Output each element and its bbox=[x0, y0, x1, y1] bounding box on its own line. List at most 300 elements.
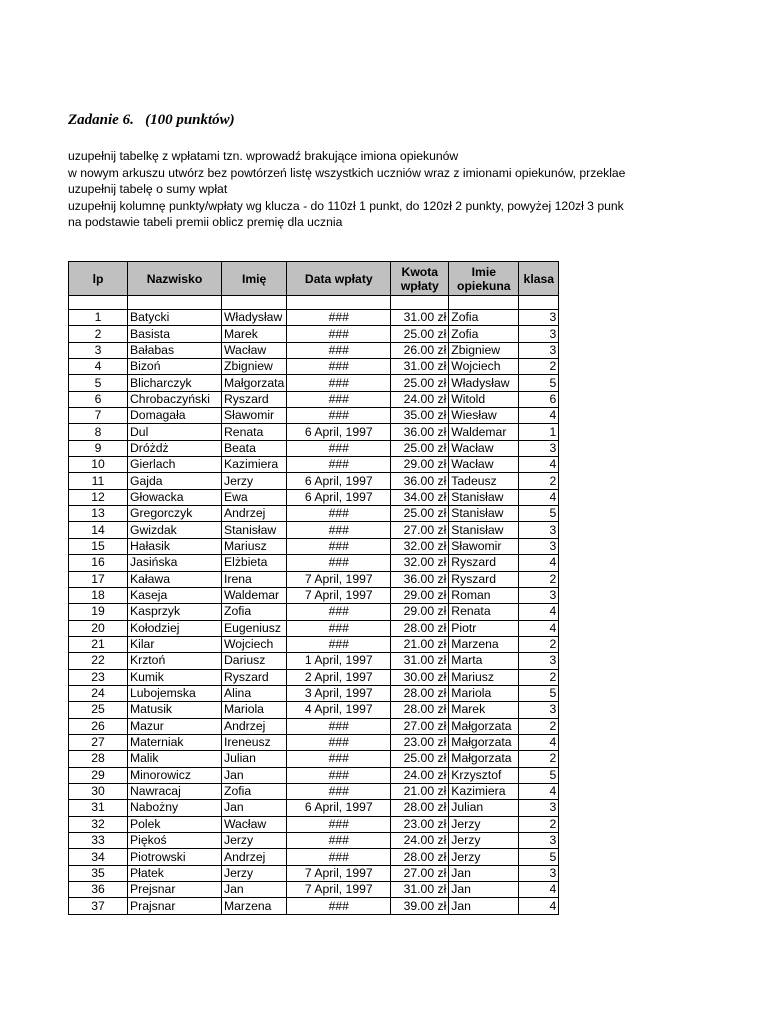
cell-imie: Marzena bbox=[222, 898, 287, 914]
cell-opiekun: Zofia bbox=[449, 326, 519, 342]
table-row bbox=[69, 587, 559, 603]
cell-klasa: 2 bbox=[519, 718, 559, 734]
cell-lp: 18 bbox=[69, 587, 128, 603]
cell-data-wplaty: ### bbox=[287, 718, 391, 734]
table-row bbox=[69, 440, 559, 456]
cell-kwota: 25.00 zł bbox=[391, 440, 449, 456]
cell-lp: 9 bbox=[69, 440, 128, 456]
table-row bbox=[69, 391, 559, 407]
cell-lp: 32 bbox=[69, 816, 128, 832]
cell-imie: Julian bbox=[222, 751, 287, 767]
cell-imie: Zbigniew bbox=[222, 359, 287, 375]
cell-kwota: 36.00 zł bbox=[391, 424, 449, 440]
cell-data-wplaty: ### bbox=[287, 538, 391, 554]
cell-klasa: 5 bbox=[519, 685, 559, 701]
cell-lp: 37 bbox=[69, 898, 128, 914]
cell-data-wplaty: ### bbox=[287, 849, 391, 865]
cell-imie: Kazimiera bbox=[222, 457, 287, 473]
table-row bbox=[69, 522, 559, 538]
cell-kwota: 39.00 zł bbox=[391, 898, 449, 914]
cell-lp: 29 bbox=[69, 767, 128, 783]
cell-klasa: 4 bbox=[519, 882, 559, 898]
cell-imie: Andrzej bbox=[222, 506, 287, 522]
cell-lp: 6 bbox=[69, 391, 128, 407]
cell-lp: 30 bbox=[69, 783, 128, 799]
cell-kwota: 28.00 zł bbox=[391, 685, 449, 701]
cell-kwota: 24.00 zł bbox=[391, 767, 449, 783]
cell-lp: 27 bbox=[69, 734, 128, 750]
cell-klasa: 6 bbox=[519, 391, 559, 407]
table-row bbox=[69, 636, 559, 652]
cell-opiekun: Marzena bbox=[449, 636, 519, 652]
cell-nazwisko: Batycki bbox=[128, 310, 222, 326]
cell-nazwisko: Basista bbox=[128, 326, 222, 342]
cell-opiekun: Ryszard bbox=[449, 571, 519, 587]
cell-opiekun: Jan bbox=[449, 898, 519, 914]
cell-data-wplaty: ### bbox=[287, 408, 391, 424]
cell-lp: 8 bbox=[69, 424, 128, 440]
cell-data-wplaty: ### bbox=[287, 375, 391, 391]
cell-lp: 28 bbox=[69, 751, 128, 767]
cell-kwota: 24.00 zł bbox=[391, 833, 449, 849]
cell-kwota: 31.00 zł bbox=[391, 653, 449, 669]
cell-nazwisko: Matusik bbox=[128, 702, 222, 718]
cell-klasa: 3 bbox=[519, 440, 559, 456]
cell-imie: Renata bbox=[222, 424, 287, 440]
cell-nazwisko: Domagała bbox=[128, 408, 222, 424]
cell-opiekun: Stanisław bbox=[449, 522, 519, 538]
cell-kwota: 30.00 zł bbox=[391, 669, 449, 685]
instruction-line: uzupełnij tabelkę z wpłatami tzn. wprowadź brakujące imiona opiekunów bbox=[68, 149, 459, 163]
cell-opiekun: Małgorzata bbox=[449, 734, 519, 750]
cell-klasa: 4 bbox=[519, 489, 559, 505]
cell-data-wplaty: ### bbox=[287, 310, 391, 326]
table-row bbox=[69, 489, 559, 505]
cell-kwota: 28.00 zł bbox=[391, 702, 449, 718]
cell-lp: 13 bbox=[69, 506, 128, 522]
cell-kwota: 21.00 zł bbox=[391, 636, 449, 652]
cell-kwota: 25.00 zł bbox=[391, 375, 449, 391]
cell-nazwisko: Kaława bbox=[128, 571, 222, 587]
cell-klasa: 3 bbox=[519, 310, 559, 326]
table-header-row bbox=[69, 262, 559, 296]
cell-imie: Beata bbox=[222, 440, 287, 456]
cell-imie: Jerzy bbox=[222, 833, 287, 849]
cell-data-wplaty: ### bbox=[287, 391, 391, 407]
cell-nazwisko: Bizoń bbox=[128, 359, 222, 375]
header-klasa: klasa bbox=[519, 262, 559, 296]
table-row bbox=[69, 767, 559, 783]
cell-kwota: 31.00 zł bbox=[391, 310, 449, 326]
table-row bbox=[69, 783, 559, 799]
cell-klasa: 4 bbox=[519, 898, 559, 914]
cell-imie: Stanisław bbox=[222, 522, 287, 538]
cell-imie: Marek bbox=[222, 326, 287, 342]
table-row bbox=[69, 571, 559, 587]
cell-opiekun: Zbigniew bbox=[449, 342, 519, 358]
cell-lp: 10 bbox=[69, 457, 128, 473]
table-row bbox=[69, 751, 559, 767]
cell-klasa: 3 bbox=[519, 538, 559, 554]
cell-lp: 12 bbox=[69, 489, 128, 505]
cell-imie: Elżbieta bbox=[222, 555, 287, 571]
cell-nazwisko: Kumik bbox=[128, 669, 222, 685]
cell-data-wplaty: 6 April, 1997 bbox=[287, 489, 391, 505]
cell-lp: 4 bbox=[69, 359, 128, 375]
cell-opiekun: Waldemar bbox=[449, 424, 519, 440]
cell-imie: Eugeniusz bbox=[222, 620, 287, 636]
cell-opiekun: Wacław bbox=[449, 457, 519, 473]
instruction-line: uzupełnij tabelę o sumy wpłat bbox=[68, 182, 228, 197]
table-body bbox=[69, 296, 559, 915]
cell-kwota: 27.00 zł bbox=[391, 522, 449, 538]
cell-data-wplaty: ### bbox=[287, 816, 391, 832]
cell-imie: Sławomir bbox=[222, 408, 287, 424]
cell-nazwisko: Kaseja bbox=[128, 587, 222, 603]
cell-opiekun: Marta bbox=[449, 653, 519, 669]
table-row bbox=[69, 849, 559, 865]
cell-nazwisko: Nabożny bbox=[128, 800, 222, 816]
cell-imie: Małgorzata bbox=[222, 375, 287, 391]
table-row bbox=[69, 833, 559, 849]
cell-imie: Wacław bbox=[222, 816, 287, 832]
cell-klasa: 2 bbox=[519, 473, 559, 489]
header-opiekun-line2: opiekuna bbox=[457, 278, 511, 293]
cell-klasa: 5 bbox=[519, 506, 559, 522]
cell-nazwisko: Prejsnar bbox=[128, 882, 222, 898]
cell-imie: Mariusz bbox=[222, 538, 287, 554]
cell-klasa: 4 bbox=[519, 620, 559, 636]
cell-opiekun: Mariola bbox=[449, 685, 519, 701]
header-kwota-wplaty bbox=[391, 262, 449, 296]
cell-data-wplaty: ### bbox=[287, 555, 391, 571]
cell-lp: 22 bbox=[69, 653, 128, 669]
table-row bbox=[69, 457, 559, 473]
cell-nazwisko: Gierlach bbox=[128, 457, 222, 473]
table-row bbox=[69, 685, 559, 701]
table-row bbox=[69, 424, 559, 440]
table-row bbox=[69, 898, 559, 914]
header-data-wplaty: Data wpłaty bbox=[287, 262, 391, 296]
cell-opiekun: Mariusz bbox=[449, 669, 519, 685]
cell-kwota: 27.00 zł bbox=[391, 718, 449, 734]
cell-nazwisko: Blicharczyk bbox=[128, 375, 222, 391]
cell-kwota: 23.00 zł bbox=[391, 734, 449, 750]
table-row bbox=[69, 865, 559, 881]
table-row bbox=[69, 718, 559, 734]
cell-kwota: 31.00 zł bbox=[391, 359, 449, 375]
instructions bbox=[68, 148, 642, 231]
cell-data-wplaty: ### bbox=[287, 783, 391, 799]
cell-nazwisko: Dróżdż bbox=[128, 440, 222, 456]
cell-kwota: 28.00 zł bbox=[391, 620, 449, 636]
cell-kwota: 35.00 zł bbox=[391, 408, 449, 424]
header-imie: Imię bbox=[222, 262, 287, 296]
cell-opiekun: Stanisław bbox=[449, 489, 519, 505]
cell-lp: 11 bbox=[69, 473, 128, 489]
cell-klasa: 4 bbox=[519, 734, 559, 750]
cell-data-wplaty: 3 April, 1997 bbox=[287, 685, 391, 701]
cell-klasa: 5 bbox=[519, 767, 559, 783]
cell-nazwisko: Lubojemska bbox=[128, 685, 222, 701]
cell-klasa: 2 bbox=[519, 636, 559, 652]
cell-nazwisko: Mazur bbox=[128, 718, 222, 734]
table-row bbox=[69, 653, 559, 669]
cell-kwota: 29.00 zł bbox=[391, 587, 449, 603]
cell-imie: Mariola bbox=[222, 702, 287, 718]
cell-klasa: 2 bbox=[519, 816, 559, 832]
cell-lp: 14 bbox=[69, 522, 128, 538]
cell-imie: Dariusz bbox=[222, 653, 287, 669]
cell-kwota: 36.00 zł bbox=[391, 473, 449, 489]
cell-opiekun: Stanisław bbox=[449, 506, 519, 522]
cell-klasa: 3 bbox=[519, 326, 559, 342]
cell-imie: Wojciech bbox=[222, 636, 287, 652]
cell-data-wplaty: ### bbox=[287, 326, 391, 342]
cell-data-wplaty: ### bbox=[287, 342, 391, 358]
cell-klasa: 3 bbox=[519, 800, 559, 816]
cell-lp: 23 bbox=[69, 669, 128, 685]
cell-data-wplaty: ### bbox=[287, 833, 391, 849]
cell-lp: 7 bbox=[69, 408, 128, 424]
cell-nazwisko: Kołodziej bbox=[128, 620, 222, 636]
cell-data-wplaty: ### bbox=[287, 734, 391, 750]
cell-opiekun: Jerzy bbox=[449, 816, 519, 832]
cell-data-wplaty: ### bbox=[287, 522, 391, 538]
cell-kwota: 34.00 zł bbox=[391, 489, 449, 505]
cell-klasa: 4 bbox=[519, 555, 559, 571]
table-row bbox=[69, 800, 559, 816]
cell-klasa: 4 bbox=[519, 408, 559, 424]
cell-opiekun: Jerzy bbox=[449, 849, 519, 865]
cell-nazwisko: Piotrowski bbox=[128, 849, 222, 865]
header-nazwisko: Nazwisko bbox=[128, 262, 222, 296]
cell-opiekun: Piotr bbox=[449, 620, 519, 636]
cell-nazwisko: Materniak bbox=[128, 734, 222, 750]
table-row bbox=[69, 375, 559, 391]
cell-kwota: 36.00 zł bbox=[391, 571, 449, 587]
table-row bbox=[69, 882, 559, 898]
cell-imie: Ireneusz bbox=[222, 734, 287, 750]
cell-kwota: 21.00 zł bbox=[391, 783, 449, 799]
cell-data-wplaty: ### bbox=[287, 440, 391, 456]
payments-table bbox=[68, 261, 559, 915]
cell-nazwisko: Gwizdak bbox=[128, 522, 222, 538]
cell-opiekun: Roman bbox=[449, 587, 519, 603]
cell-data-wplaty: ### bbox=[287, 620, 391, 636]
cell-klasa: 4 bbox=[519, 783, 559, 799]
cell-opiekun: Wojciech bbox=[449, 359, 519, 375]
cell-imie: Zofia bbox=[222, 604, 287, 620]
cell-lp: 17 bbox=[69, 571, 128, 587]
cell-data-wplaty: 7 April, 1997 bbox=[287, 587, 391, 603]
cell-data-wplaty: 6 April, 1997 bbox=[287, 473, 391, 489]
cell-kwota: 26.00 zł bbox=[391, 342, 449, 358]
cell-data-wplaty: ### bbox=[287, 359, 391, 375]
cell-nazwisko: Nawracaj bbox=[128, 783, 222, 799]
header-opiekun-line1: Imie bbox=[471, 264, 496, 279]
header-lp: lp bbox=[69, 262, 128, 296]
cell-opiekun: Małgorzata bbox=[449, 718, 519, 734]
cell-lp: 34 bbox=[69, 849, 128, 865]
cell-kwota: 28.00 zł bbox=[391, 849, 449, 865]
cell-opiekun: Jan bbox=[449, 882, 519, 898]
cell-imie: Jan bbox=[222, 882, 287, 898]
cell-kwota: 23.00 zł bbox=[391, 816, 449, 832]
cell-klasa: 3 bbox=[519, 587, 559, 603]
cell-kwota: 25.00 zł bbox=[391, 751, 449, 767]
cell-imie: Jerzy bbox=[222, 865, 287, 881]
table-row bbox=[69, 620, 559, 636]
table-row bbox=[69, 604, 559, 620]
cell-kwota: 29.00 zł bbox=[391, 457, 449, 473]
table-row bbox=[69, 669, 559, 685]
cell-imie: Waldemar bbox=[222, 587, 287, 603]
cell-imie: Ewa bbox=[222, 489, 287, 505]
cell-lp: 20 bbox=[69, 620, 128, 636]
cell-lp: 35 bbox=[69, 865, 128, 881]
cell-lp: 21 bbox=[69, 636, 128, 652]
table-row bbox=[69, 473, 559, 489]
cell-nazwisko: Chrobaczyński bbox=[128, 391, 222, 407]
cell-klasa: 1 bbox=[519, 424, 559, 440]
cell-klasa: 3 bbox=[519, 342, 559, 358]
cell-nazwisko: Piękoś bbox=[128, 833, 222, 849]
cell-klasa: 2 bbox=[519, 571, 559, 587]
cell-nazwisko: Jasińska bbox=[128, 555, 222, 571]
cell-data-wplaty: 6 April, 1997 bbox=[287, 424, 391, 440]
cell-nazwisko: Gajda bbox=[128, 473, 222, 489]
cell-opiekun: Małgorzata bbox=[449, 751, 519, 767]
cell-imie: Zofia bbox=[222, 783, 287, 799]
cell-opiekun: Krzysztof bbox=[449, 767, 519, 783]
cell-opiekun: Zofia bbox=[449, 310, 519, 326]
cell-nazwisko: Malik bbox=[128, 751, 222, 767]
cell-kwota: 32.00 zł bbox=[391, 555, 449, 571]
cell-lp: 36 bbox=[69, 882, 128, 898]
cell-nazwisko: Głowacka bbox=[128, 489, 222, 505]
cell-kwota: 25.00 zł bbox=[391, 326, 449, 342]
cell-data-wplaty: 7 April, 1997 bbox=[287, 882, 391, 898]
cell-opiekun: Renata bbox=[449, 604, 519, 620]
cell-kwota: 28.00 zł bbox=[391, 800, 449, 816]
cell-data-wplaty: 6 April, 1997 bbox=[287, 800, 391, 816]
cell-data-wplaty: ### bbox=[287, 457, 391, 473]
cell-klasa: 2 bbox=[519, 751, 559, 767]
cell-data-wplaty: ### bbox=[287, 898, 391, 914]
spacer-row bbox=[69, 296, 559, 310]
cell-nazwisko: Krztoń bbox=[128, 653, 222, 669]
cell-klasa: 3 bbox=[519, 522, 559, 538]
cell-klasa: 5 bbox=[519, 375, 559, 391]
cell-lp: 3 bbox=[69, 342, 128, 358]
cell-nazwisko: Hałasik bbox=[128, 538, 222, 554]
table-row bbox=[69, 734, 559, 750]
cell-opiekun: Marek bbox=[449, 702, 519, 718]
cell-opiekun: Sławomir bbox=[449, 538, 519, 554]
cell-imie: Jerzy bbox=[222, 473, 287, 489]
cell-nazwisko: Minorowicz bbox=[128, 767, 222, 783]
cell-nazwisko: Polek bbox=[128, 816, 222, 832]
cell-imie: Ryszard bbox=[222, 391, 287, 407]
cell-lp: 26 bbox=[69, 718, 128, 734]
cell-nazwisko: Bałabas bbox=[128, 342, 222, 358]
cell-klasa: 2 bbox=[519, 669, 559, 685]
cell-nazwisko: Kilar bbox=[128, 636, 222, 652]
cell-data-wplaty: ### bbox=[287, 506, 391, 522]
header-kwota-line1: Kwota bbox=[401, 264, 439, 279]
cell-kwota: 32.00 zł bbox=[391, 538, 449, 554]
cell-imie: Wacław bbox=[222, 342, 287, 358]
cell-nazwisko: Dul bbox=[128, 424, 222, 440]
cell-klasa: 5 bbox=[519, 849, 559, 865]
table-row bbox=[69, 342, 559, 358]
instruction-line: na podstawie tabeli premii oblicz premię dla ucznia bbox=[68, 215, 343, 230]
cell-opiekun: Wacław bbox=[449, 440, 519, 456]
cell-lp: 1 bbox=[69, 310, 128, 326]
cell-klasa: 4 bbox=[519, 604, 559, 620]
cell-data-wplaty: 4 April, 1997 bbox=[287, 702, 391, 718]
cell-klasa: 3 bbox=[519, 865, 559, 881]
cell-lp: 15 bbox=[69, 538, 128, 554]
header-imie-opiekuna bbox=[449, 262, 519, 296]
cell-lp: 31 bbox=[69, 800, 128, 816]
table-row bbox=[69, 310, 559, 326]
cell-lp: 2 bbox=[69, 326, 128, 342]
cell-kwota: 24.00 zł bbox=[391, 391, 449, 407]
cell-imie: Jan bbox=[222, 767, 287, 783]
cell-klasa: 3 bbox=[519, 653, 559, 669]
table-row bbox=[69, 506, 559, 522]
cell-imie: Władysław bbox=[222, 310, 287, 326]
header-kwota-line2: wpłaty bbox=[400, 278, 439, 293]
cell-data-wplaty: 7 April, 1997 bbox=[287, 571, 391, 587]
cell-klasa: 3 bbox=[519, 702, 559, 718]
cell-lp: 16 bbox=[69, 555, 128, 571]
cell-nazwisko: Prajsnar bbox=[128, 898, 222, 914]
cell-kwota: 29.00 zł bbox=[391, 604, 449, 620]
cell-lp: 25 bbox=[69, 702, 128, 718]
cell-lp: 24 bbox=[69, 685, 128, 701]
cell-opiekun: Jerzy bbox=[449, 833, 519, 849]
task-title: Zadanie 6. (100 punktów) bbox=[68, 112, 235, 128]
cell-opiekun: Witold bbox=[449, 391, 519, 407]
instruction-line: uzupełnij kolumnę punkty/wpłaty wg klucza - do 110zł 1 punkt, do 120zł 2 punkty, powyżej 120zł 3 punk bbox=[68, 198, 624, 213]
cell-imie: Andrzej bbox=[222, 849, 287, 865]
cell-opiekun: Kazimiera bbox=[449, 783, 519, 799]
table-row bbox=[69, 702, 559, 718]
table-row bbox=[69, 555, 559, 571]
cell-nazwisko: Kasprzyk bbox=[128, 604, 222, 620]
cell-opiekun: Jan bbox=[449, 865, 519, 881]
table-row bbox=[69, 408, 559, 424]
cell-imie: Jan bbox=[222, 800, 287, 816]
cell-nazwisko: Płatek bbox=[128, 865, 222, 881]
table-row bbox=[69, 816, 559, 832]
cell-data-wplaty: ### bbox=[287, 604, 391, 620]
cell-imie: Andrzej bbox=[222, 718, 287, 734]
cell-data-wplaty: ### bbox=[287, 636, 391, 652]
cell-nazwisko: Gregorczyk bbox=[128, 506, 222, 522]
cell-lp: 19 bbox=[69, 604, 128, 620]
cell-data-wplaty: ### bbox=[287, 751, 391, 767]
cell-opiekun: Ryszard bbox=[449, 555, 519, 571]
cell-klasa: 2 bbox=[519, 359, 559, 375]
cell-opiekun: Władysław bbox=[449, 375, 519, 391]
table-row bbox=[69, 359, 559, 375]
cell-opiekun: Tadeusz bbox=[449, 473, 519, 489]
cell-imie: Ryszard bbox=[222, 669, 287, 685]
